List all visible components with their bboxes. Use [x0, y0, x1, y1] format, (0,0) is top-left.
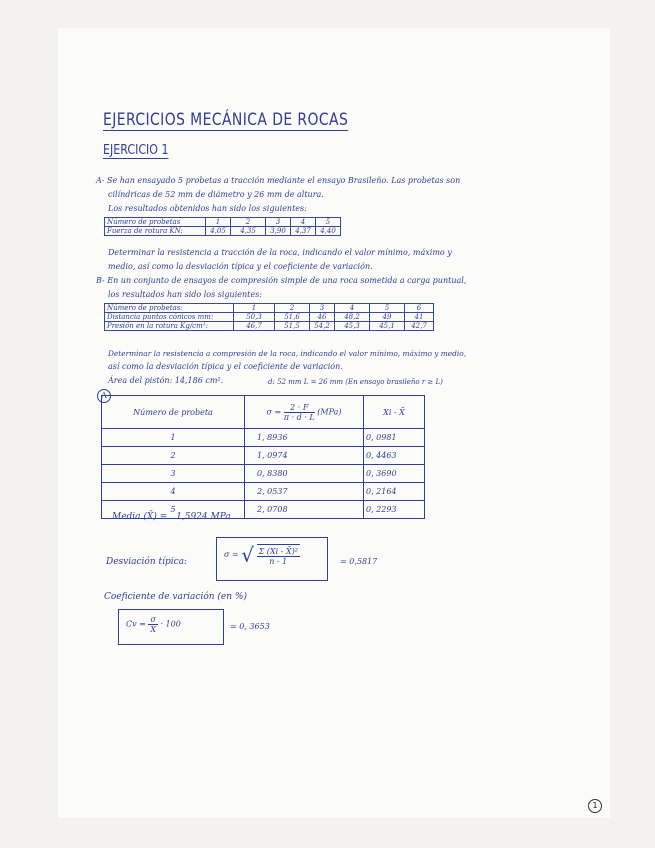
desviacion-formula [224, 543, 300, 567]
coef-mult: · 100 [160, 619, 181, 629]
table-cell: 54,2 [310, 322, 335, 331]
table-cell: 50,3 [234, 313, 275, 322]
row-sigma: 1, 0974 [245, 447, 364, 465]
part-b-line-3: Determinar la resistencia a compresión de la roca, indicando el valor mínimo, máximo y medio, [108, 349, 467, 358]
table-cell: 51,5 [275, 322, 310, 331]
table-cell: 1 [206, 218, 231, 227]
sigma-prefix: σ = [266, 407, 282, 416]
page-number: 1 [588, 799, 602, 813]
table-row [102, 396, 425, 429]
row-number: 1 [102, 429, 245, 447]
table-cell: 4,05 [206, 227, 231, 236]
table-row [105, 218, 341, 227]
part-a-line-3: Los resultados obtenidos han sido los siguientes: [108, 204, 307, 213]
coef-value: = 0, 3653 [230, 622, 270, 631]
part-a-table [104, 217, 341, 236]
table-cell: Fuerza de rotura KN: [105, 227, 206, 236]
table-cell: 48,2 [335, 313, 370, 322]
part-b-line-5: Área del pistón: 14,186 cm². [108, 376, 224, 385]
coef-formula [126, 615, 181, 634]
table-row [102, 483, 425, 501]
table-cell: 3,90 [266, 227, 291, 236]
solution-marker: A [97, 389, 111, 403]
part-b-params: d: 52 mm L = 26 mm (En ensayo brasileño r ≥ L) [268, 378, 443, 386]
row-number: 3 [102, 465, 245, 483]
table-row [102, 465, 425, 483]
sqrt-icon: √ [241, 543, 255, 567]
row-number: 4 [102, 483, 245, 501]
table-row [102, 429, 425, 447]
desviacion-denominator: n - 1 [269, 557, 288, 566]
coef-label: Coeficiente de variación (en %) [104, 592, 247, 602]
table-row [105, 227, 341, 236]
row-deviation: 0, 0981 [364, 429, 425, 447]
table-cell: 4,40 [316, 227, 341, 236]
table-cell: 1 [234, 304, 275, 313]
part-a-line-5: medio, así como la desviación típica y el coeficiente de variación. [108, 262, 373, 271]
desviacion-prefix: σ = [224, 550, 239, 559]
page-title: EJERCICIOS MECÁNICA DE ROCAS [103, 110, 349, 130]
exercise-heading: EJERCICIO 1 [103, 143, 169, 158]
row-number: 2 [102, 447, 245, 465]
solution-table [101, 395, 425, 519]
coef-denominator: X̄ [150, 625, 157, 634]
part-a-line-2: cilíndricas de 52 mm de diámetro y 26 mm de altura. [108, 190, 324, 199]
table-row [105, 313, 434, 322]
table-cell: 49 [370, 313, 405, 322]
header-deviation: Xi - X̄ [364, 396, 425, 429]
sigma-fraction [284, 403, 315, 422]
sigma-denominator: π · d · L [283, 412, 315, 422]
part-b-line-4: así como la desviación típica y el coeficiente de variación. [108, 362, 343, 371]
table-cell: 51,6 [275, 313, 310, 322]
coef-prefix: Cv = [126, 619, 146, 629]
row-deviation: 0, 4463 [364, 447, 425, 465]
table-row [105, 304, 434, 313]
table-cell: 46 [310, 313, 335, 322]
table-cell: 2 [275, 304, 310, 313]
header-number: Número de probeta [102, 396, 245, 429]
table-row [102, 447, 425, 465]
table-cell: Número de probetas: [105, 304, 234, 313]
table-cell: 41 [405, 313, 434, 322]
header-sigma [245, 396, 364, 429]
part-b-line-1: B- En un conjunto de ensayos de compresión simple de una roca sometida a carga puntual, [96, 276, 467, 285]
sigma-unit: (MPa) [317, 407, 342, 416]
part-a-line-1: A- Se han ensayado 5 probetas a tracción mediante el ensayo Brasileño. Las probetas son [96, 176, 461, 185]
media-line [112, 512, 231, 522]
row-deviation: 0, 2293 [364, 501, 425, 519]
part-b-table [104, 303, 434, 331]
table-cell: 4,35 [231, 227, 266, 236]
table-cell: 2 [231, 218, 266, 227]
row-sigma: 2, 0708 [245, 501, 364, 519]
table-cell: 45,3 [335, 322, 370, 331]
part-a-line-4: Determinar la resistencia a tracción de la roca, indicando el valor mínimo, máximo y [108, 248, 452, 257]
media-value: 1,5924 MPa [176, 512, 231, 522]
table-cell: 45,1 [370, 322, 405, 331]
part-b-line-2: los resultados han sido los siguientes: [108, 290, 262, 299]
sigma-numerator: 2 · F [284, 403, 315, 413]
row-deviation: 0, 3690 [364, 465, 425, 483]
table-cell: 42,7 [405, 322, 434, 331]
coef-numerator: σ [150, 615, 156, 624]
table-cell: 5 [370, 304, 405, 313]
row-deviation: 0, 2164 [364, 483, 425, 501]
table-cell: Distancia puntos cónicos mm: [105, 313, 234, 322]
table-cell: 6 [405, 304, 434, 313]
table-cell: 46,7 [234, 322, 275, 331]
desviacion-label: Desviación típica: [106, 557, 188, 567]
table-cell: 3 [310, 304, 335, 313]
table-cell: 4 [335, 304, 370, 313]
row-number: 5 [102, 501, 245, 519]
row-sigma: 1, 8936 [245, 429, 364, 447]
media-label: Media (X̄) = [112, 512, 168, 522]
row-sigma: 0, 8380 [245, 465, 364, 483]
table-cell: 3 [266, 218, 291, 227]
table-cell: Presión en la rotura Kg/cm²: [105, 322, 234, 331]
row-sigma: 2, 0537 [245, 483, 364, 501]
desviacion-numerator: Σ (Xi - X̄)² [258, 547, 298, 556]
table-cell: Número de probetas [105, 218, 206, 227]
table-row [105, 322, 434, 331]
table-cell: 5 [316, 218, 341, 227]
table-cell: 4,37 [291, 227, 316, 236]
desviacion-fraction [257, 544, 300, 566]
table-cell: 4 [291, 218, 316, 227]
coef-fraction [148, 615, 157, 634]
desviacion-value: = 0,5817 [340, 557, 378, 566]
